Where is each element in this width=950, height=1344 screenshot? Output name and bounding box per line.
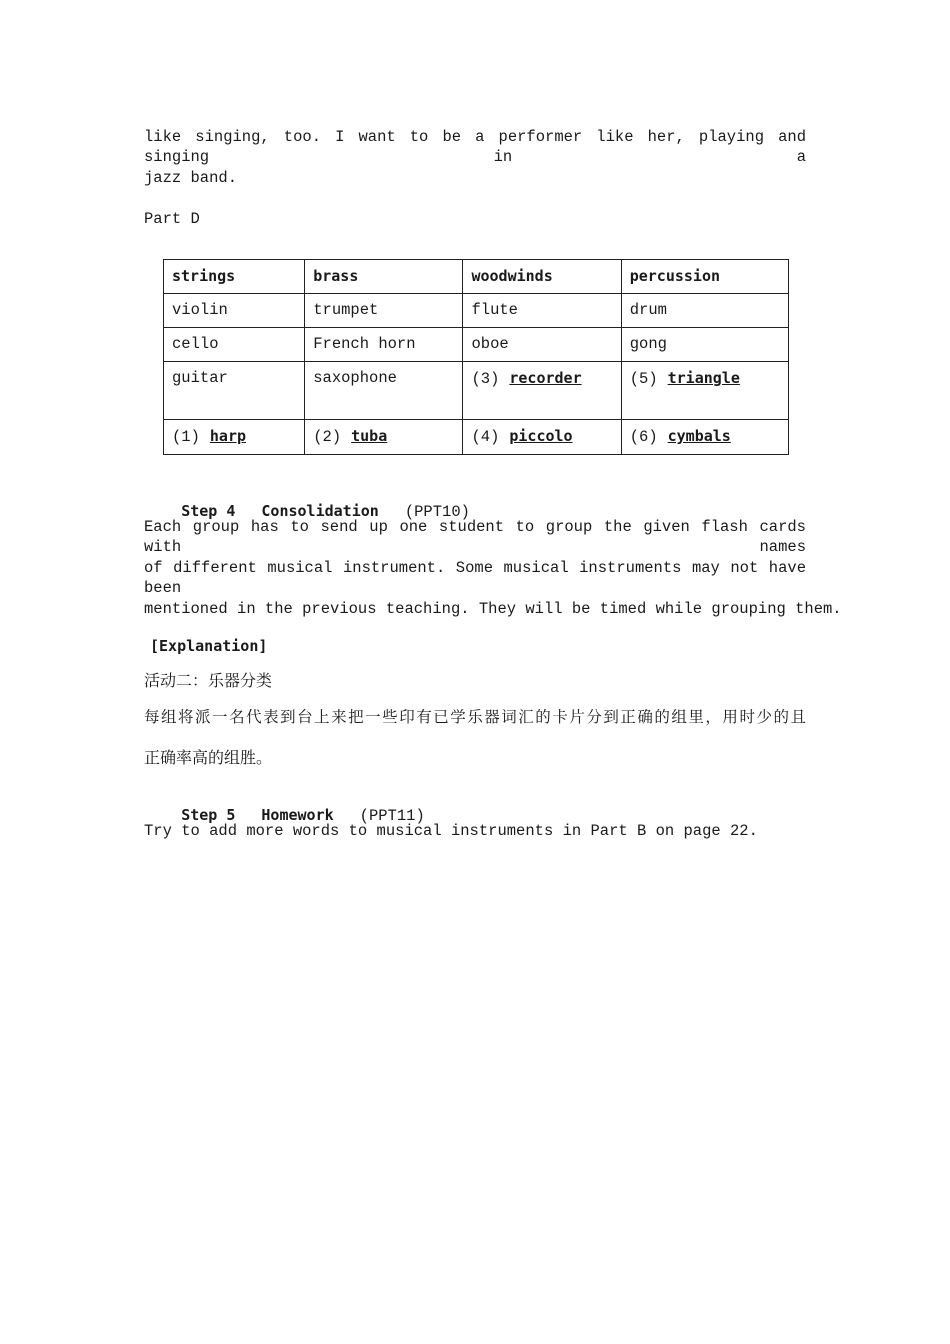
ppt-reference: (PPT10) xyxy=(404,503,470,521)
intro-line-2: jazz band. xyxy=(144,169,238,187)
answer-cymbals: cymbals xyxy=(667,427,731,445)
table-cell xyxy=(621,420,788,455)
answer-recorder: recorder xyxy=(509,369,582,387)
table-cell: flute xyxy=(463,294,621,328)
table-row xyxy=(164,328,789,362)
header-woodwinds: woodwinds xyxy=(463,260,621,294)
blank-number: (3) xyxy=(471,370,500,388)
blank-number: (2) xyxy=(313,428,342,446)
table-cell: cello xyxy=(164,328,305,362)
table-cell: French horn xyxy=(305,328,463,362)
table-row xyxy=(164,294,789,328)
table-cell: guitar xyxy=(164,362,305,420)
table-cell: saxophone xyxy=(305,362,463,420)
step-number: Step 4 xyxy=(181,502,236,520)
table-cell: trumpet xyxy=(305,294,463,328)
answer-harp: harp xyxy=(209,427,247,445)
instrument-table xyxy=(163,259,789,455)
step-4-paragraph-line-1: Each group has to send up one student to group the given flash cards with names xyxy=(144,518,806,556)
blank-number: (6) xyxy=(629,428,658,446)
step-title: Homework xyxy=(261,806,334,824)
intro-line-1: like singing, too. I want to be a performer like her, playing and singing in a xyxy=(144,128,806,166)
activity-title: 活动二：乐器分类 xyxy=(144,671,273,690)
header-brass: brass xyxy=(305,260,463,294)
blank-number: (5) xyxy=(629,370,658,388)
blank-number: (4) xyxy=(471,428,500,446)
blank-number: (1) xyxy=(172,428,200,446)
table-cell xyxy=(621,362,788,420)
ppt-reference: (PPT11) xyxy=(359,807,425,825)
step-4-paragraph-line-2: of different musical instrument. Some musical instruments may not have been xyxy=(144,559,806,597)
activity-description-line-2: 正确率高的组胜。 xyxy=(144,748,273,767)
step-4-paragraph-line-3: mentioned in the previous teaching. They will be timed while grouping them. xyxy=(144,600,842,618)
answer-tuba: tuba xyxy=(351,427,388,445)
table-header-row xyxy=(164,260,789,294)
step-title: Consolidation xyxy=(261,502,379,520)
table-cell: gong xyxy=(621,328,788,362)
table-cell xyxy=(463,362,621,420)
part-d-heading: Part D xyxy=(144,210,200,228)
table-cell xyxy=(463,420,621,455)
table-cell xyxy=(305,420,463,455)
activity-description-line-1: 每组将派一名代表到台上来把一些印有已学乐器词汇的卡片分到正确的组里，用时少的且 xyxy=(144,708,806,726)
table-row xyxy=(164,362,789,420)
answer-piccolo: piccolo xyxy=(509,427,573,445)
table-cell: drum xyxy=(621,294,788,328)
table-cell xyxy=(164,420,305,455)
header-strings: strings xyxy=(164,260,305,294)
header-percussion: percussion xyxy=(621,260,788,294)
explanation-label: [Explanation] xyxy=(150,637,268,655)
answer-triangle: triangle xyxy=(667,369,740,387)
step-number: Step 5 xyxy=(181,806,236,824)
table-cell: violin xyxy=(164,294,305,328)
step-5-paragraph: Try to add more words to musical instruments in Part B on page 22. xyxy=(144,822,758,840)
table-cell: oboe xyxy=(463,328,621,362)
table-row xyxy=(164,420,789,455)
